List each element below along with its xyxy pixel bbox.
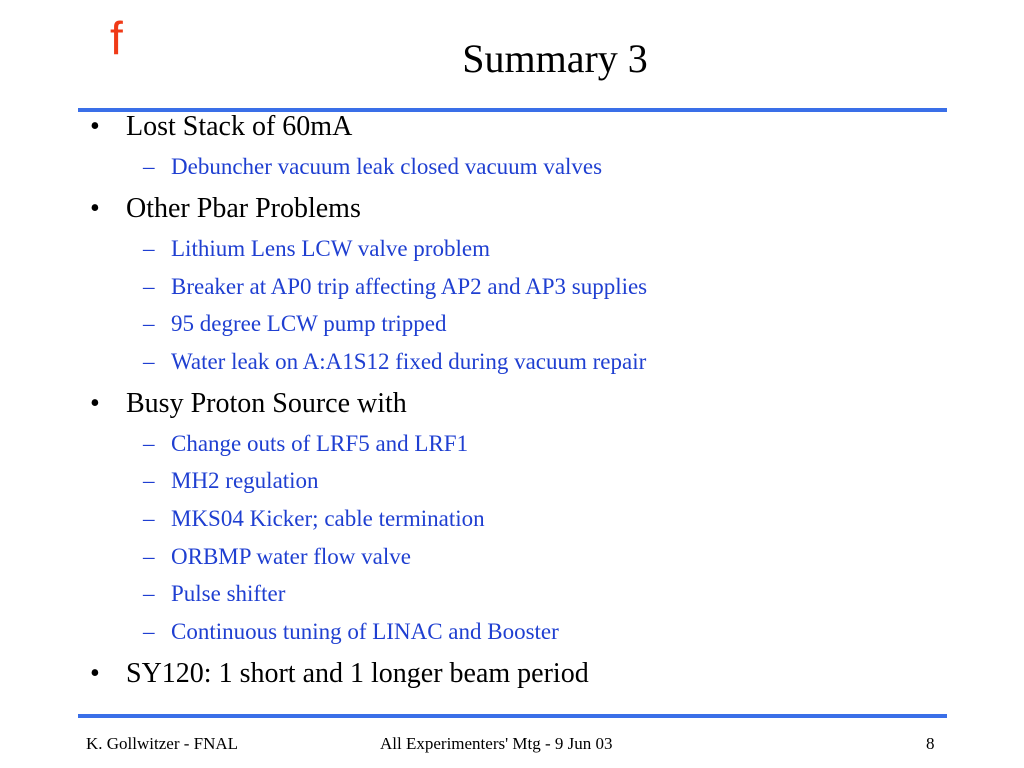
sub-bullet-marker: –	[143, 274, 155, 299]
sub-bullet-marker: –	[143, 581, 155, 606]
sub-bullet-text: Change outs of LRF5 and LRF1	[171, 431, 469, 456]
sub-bullet-marker: –	[143, 349, 155, 374]
slide-title: Summary 3	[462, 36, 648, 81]
sub-bullet-text: Pulse shifter	[171, 581, 286, 606]
sub-bullet-marker: –	[143, 468, 155, 493]
bullet-text: Busy Proton Source with	[126, 388, 407, 419]
bullet-marker: •	[90, 111, 100, 142]
bullet-text: SY120: 1 short and 1 longer beam period	[126, 658, 589, 689]
sub-bullet-text: Water leak on A:A1S12 fixed during vacuum repair	[171, 349, 647, 374]
footer-meeting: All Experimenters' Mtg - 9 Jun 03	[380, 734, 613, 753]
sub-bullet-marker: –	[143, 311, 155, 336]
footer-author: K. Gollwitzer - FNAL	[86, 734, 239, 753]
sub-bullet-text: Debuncher vacuum leak closed vacuum valves	[171, 154, 603, 179]
sub-bullet-marker: –	[143, 431, 155, 456]
bullet-marker: •	[90, 658, 100, 689]
sub-bullet-text: Continuous tuning of LINAC and Booster	[171, 619, 559, 644]
footer-page-number: 8	[926, 734, 935, 753]
bullet-marker: •	[90, 193, 100, 224]
sub-bullet-text: 95 degree LCW pump tripped	[171, 311, 447, 336]
sub-bullet-marker: –	[143, 236, 155, 261]
sub-bullet-marker: –	[143, 154, 155, 179]
sub-bullet-marker: –	[143, 506, 155, 531]
bullet-text: Lost Stack of 60mA	[126, 111, 353, 142]
sub-bullet-text: MKS04 Kicker; cable termination	[171, 506, 485, 531]
sub-bullet-text: Lithium Lens LCW valve problem	[171, 236, 490, 261]
bullet-text: Other Pbar Problems	[126, 193, 361, 224]
sub-bullet-text: ORBMP water flow valve	[171, 544, 411, 569]
sub-bullet-text: Breaker at AP0 trip affecting AP2 and AP3 supplies	[171, 274, 648, 299]
footer-divider	[78, 714, 947, 718]
sub-bullet-text: MH2 regulation	[171, 468, 319, 493]
sub-bullet-marker: –	[143, 544, 155, 569]
sub-bullet-marker: –	[143, 619, 155, 644]
fermilab-logo: f	[110, 12, 123, 64]
bullet-marker: •	[90, 388, 100, 419]
